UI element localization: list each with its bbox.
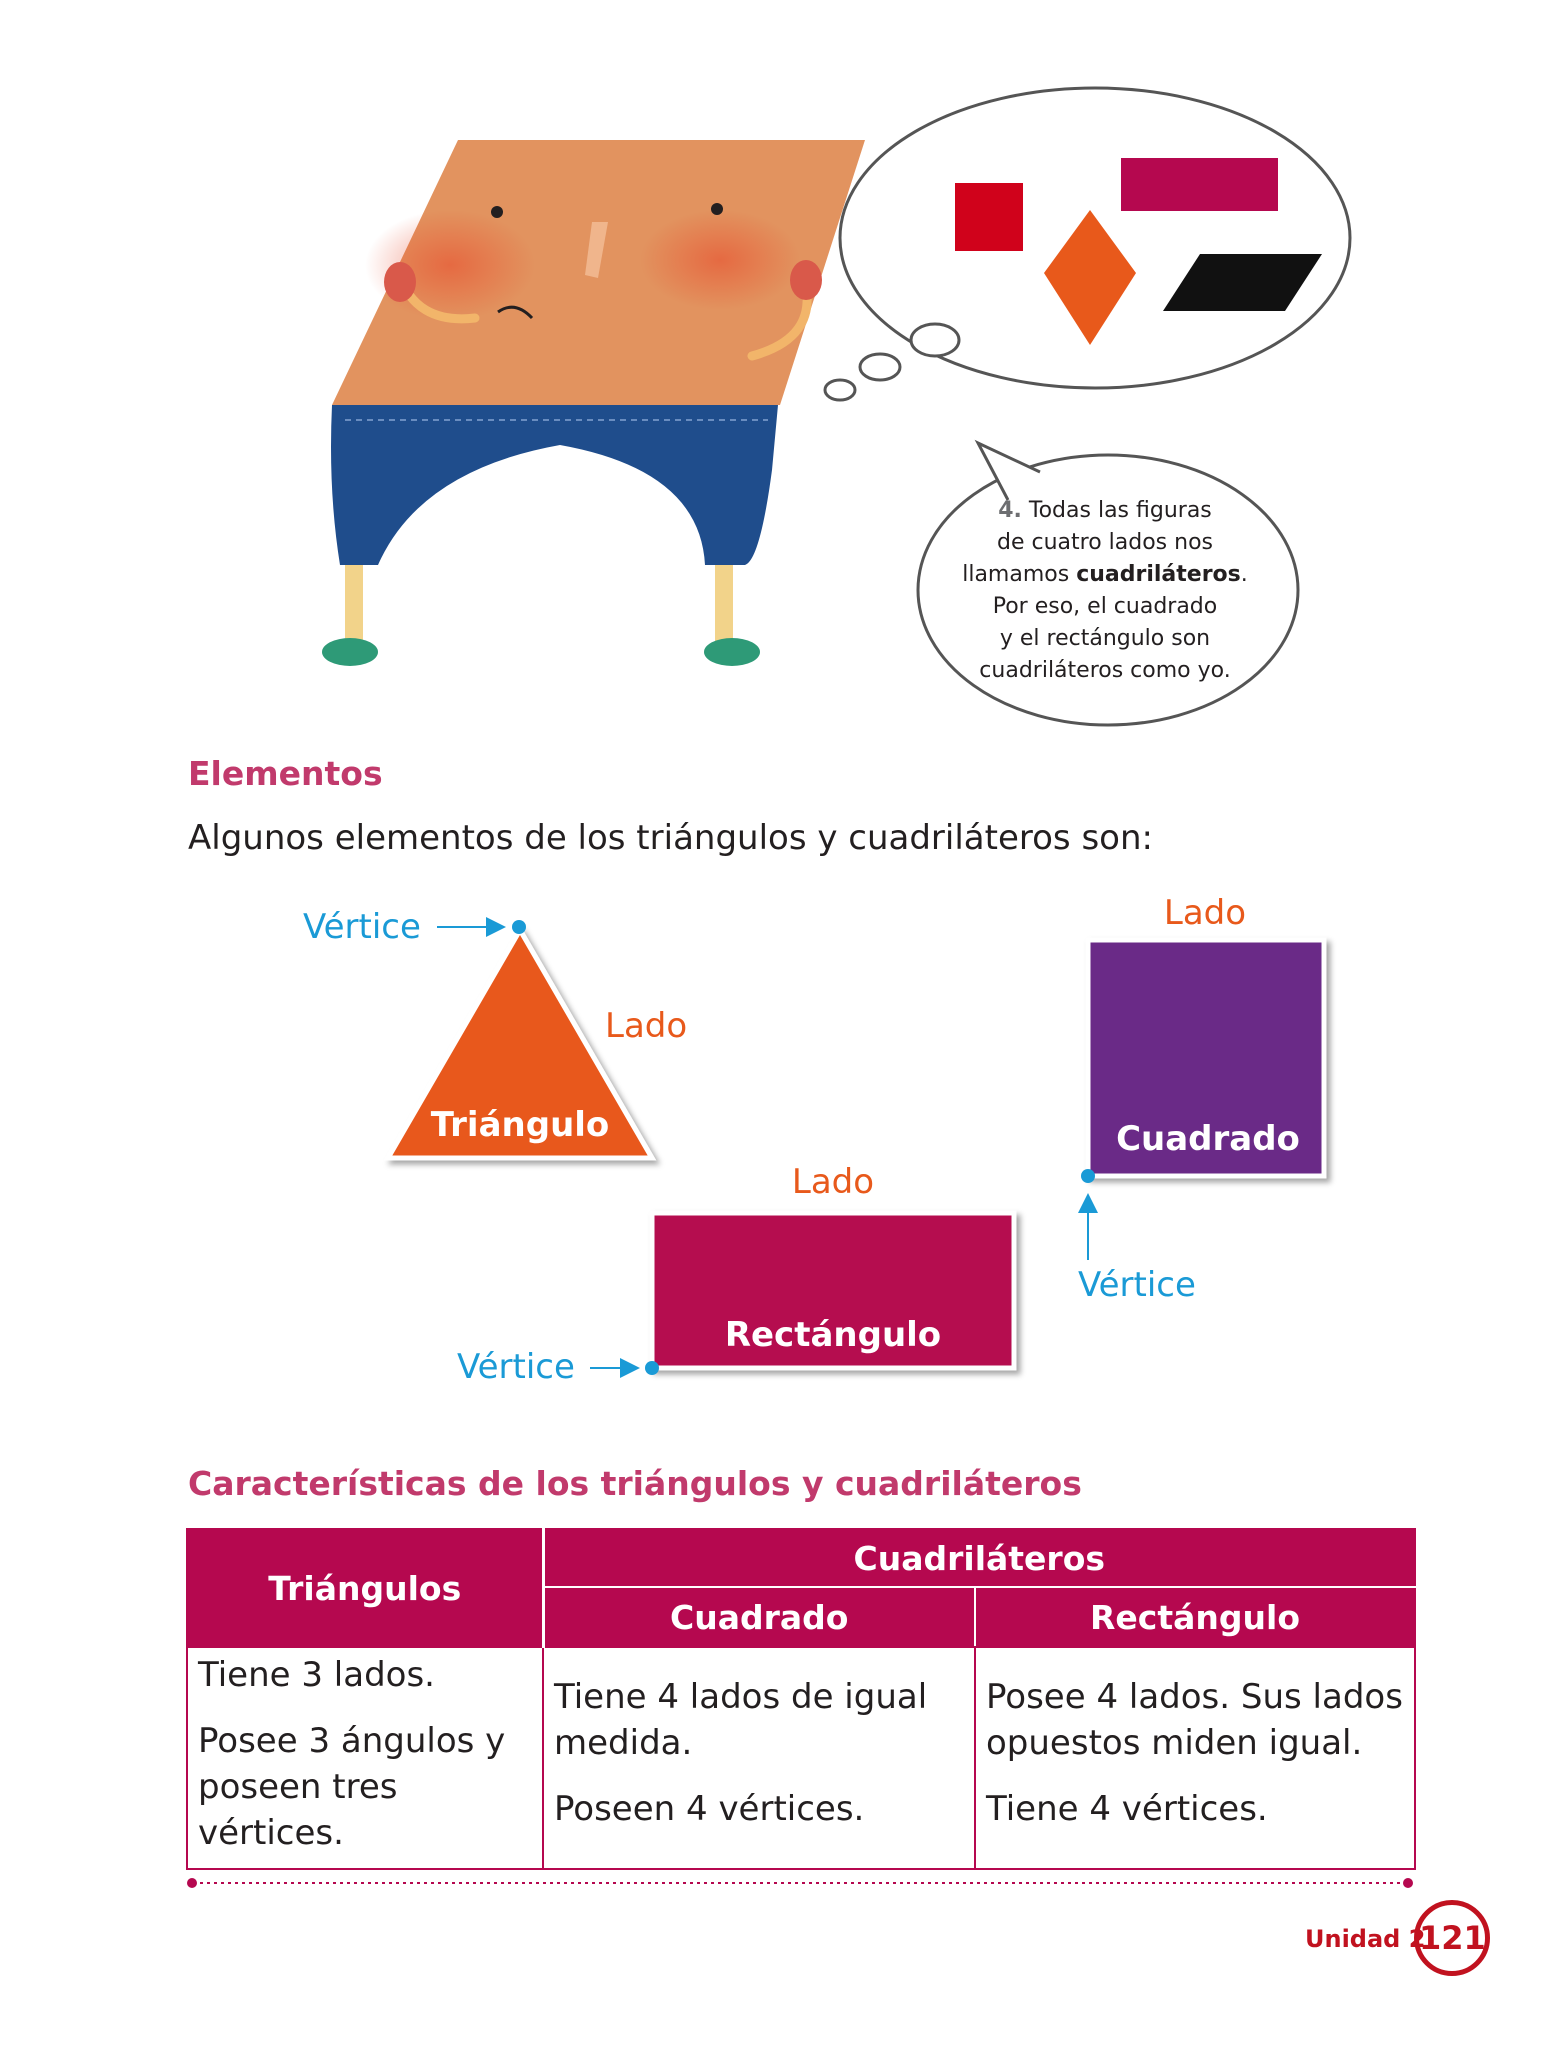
page-number: 121 [1414, 1900, 1490, 1976]
thought-rectangle [1121, 158, 1278, 211]
bubble-line-3-end: . [1240, 562, 1248, 587]
square-label: Cuadrado [1116, 1119, 1300, 1159]
characteristics-table [186, 1528, 1416, 1870]
rectangle-fact-2: Tiene 4 vértices. [986, 1789, 1268, 1829]
character-legs [322, 560, 760, 666]
square-vertex-label: Vértice [1078, 1265, 1196, 1305]
triangles-fact-1: Tiene 3 lados. [198, 1655, 435, 1695]
character-pants [331, 405, 778, 565]
rectangle-vertex-dot [645, 1361, 659, 1375]
elements-intro: Algunos elementos de los triángulos y cuadriláteros son: [188, 818, 1153, 858]
header-triangles: Triángulos [187, 1529, 543, 1647]
characteristics-heading: Características de los triángulos y cuadriláteros [188, 1464, 1082, 1503]
table-row [187, 1647, 1415, 1869]
triangle-vertex-dot [512, 920, 526, 934]
speech-bubble-text [950, 495, 1260, 687]
rectangle-side-label: Lado [791, 1162, 875, 1202]
square-vertex-dot [1081, 1169, 1095, 1183]
cell-square [543, 1647, 975, 1869]
rectangle-vertex-label: Vértice [457, 1347, 575, 1387]
bubble-line-1: Todas las figuras [1021, 498, 1212, 523]
elements-heading: Elementos [188, 754, 383, 793]
character-eye-right [711, 203, 723, 215]
triangles-fact-2: Posee 3 ángulos y poseen tres vértices. [198, 1721, 506, 1853]
header-quadrilaterals: Cuadriláteros [543, 1529, 1415, 1587]
bubble-line-6: cuadriláteros como yo. [979, 658, 1231, 683]
bubble-line-2: de cuatro lados nos [997, 530, 1213, 555]
square-fact-2: Poseen 4 vértices. [554, 1789, 865, 1829]
character-illustration [0, 0, 1564, 760]
shapes-diagram [0, 880, 1564, 1400]
footer-divider [186, 1876, 1414, 1890]
square-side-label: Lado [1163, 893, 1247, 933]
bubble-line-5: y el rectángulo son [999, 626, 1211, 651]
thought-bubble [825, 88, 1350, 400]
bubble-line-4: Por eso, el cuadrado [992, 594, 1218, 619]
header-rectangle: Rectángulo [975, 1587, 1415, 1647]
bubble-keyword: cuadriláteros [1076, 562, 1241, 587]
square-fact-1: Tiene 4 lados de igual medida. [554, 1677, 928, 1763]
bubble-line-3: llamamos [962, 562, 1077, 587]
cell-triangles [187, 1647, 543, 1869]
cell-rectangle [975, 1647, 1415, 1869]
bubble-number: 4. [998, 498, 1022, 523]
unit-label: Unidad 2 [1305, 1925, 1426, 1953]
triangle-side-label: Lado [605, 1006, 688, 1046]
triangle-vertex-label: Vértice [303, 907, 421, 947]
rectangle-label: Rectángulo [724, 1315, 942, 1355]
character-eye-left [491, 206, 503, 218]
header-square: Cuadrado [543, 1587, 975, 1647]
thought-square [955, 183, 1023, 251]
triangle-label: Triángulo [430, 1105, 610, 1145]
rectangle-fact-1: Posee 4 lados. Sus lados opuestos miden igual. [986, 1677, 1403, 1763]
